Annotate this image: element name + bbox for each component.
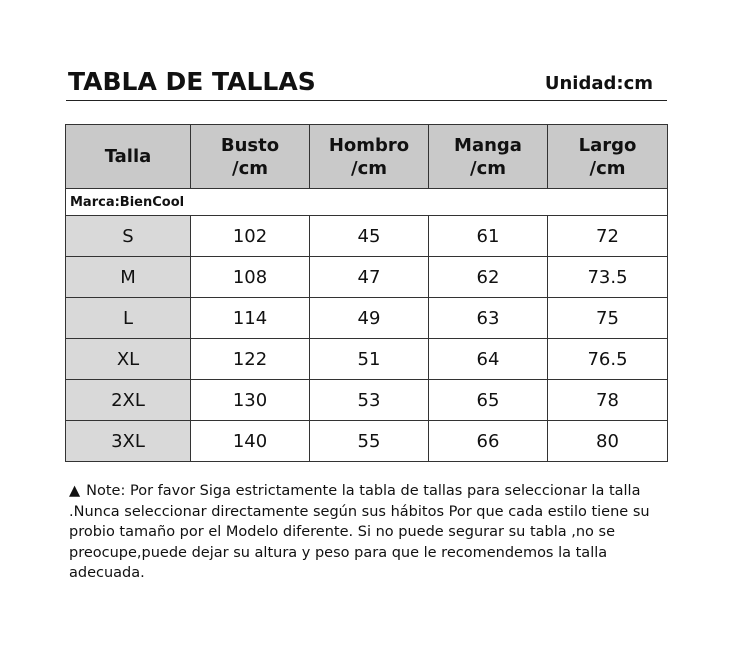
size-cell: 2XL [66,380,191,421]
busto-cell: 140 [191,421,310,462]
header-hombro-unit: /cm [351,157,387,179]
note-line-3: probio tamaño por el Modelo diferente. Si no puede segurar su tabla ,no se [69,524,615,540]
manga-cell: 62 [429,257,548,298]
size-cell: S [66,216,191,257]
header-talla [66,125,191,189]
header-busto [191,125,310,189]
size-cell: M [66,257,191,298]
largo-cell: 80 [548,421,668,462]
header-largo [548,125,668,189]
size-cell: XL [66,339,191,380]
title-divider [66,100,667,101]
largo-cell: 78 [548,380,668,421]
hombro-cell: 55 [310,421,429,462]
busto-cell: 130 [191,380,310,421]
largo-cell: 72 [548,216,668,257]
page-title: TABLA DE TALLAS [68,67,316,96]
header-largo-label: Largo [578,134,637,156]
header-manga [429,125,548,189]
size-cell: L [66,298,191,339]
manga-cell: 63 [429,298,548,339]
size-table [65,124,668,462]
hombro-cell: 49 [310,298,429,339]
manga-cell: 61 [429,216,548,257]
table-row [66,380,668,421]
hombro-cell: 47 [310,257,429,298]
largo-cell: 73.5 [548,257,668,298]
table-row [66,257,668,298]
brand-row [66,189,668,216]
busto-cell: 114 [191,298,310,339]
table-row [66,216,668,257]
table-row [66,298,668,339]
busto-cell: 122 [191,339,310,380]
note-line-1: Note: Por favor Siga estrictamente la tabla de tallas para seleccionar la talla [86,483,641,499]
table-header-row [66,125,668,189]
size-note [69,481,669,584]
header-largo-unit: /cm [589,157,626,179]
note-line-4: preocupe,puede dejar su altura y peso para que le recomendemos la talla [69,544,608,561]
unit-label: Unidad:cm [544,73,653,94]
manga-cell: 65 [429,380,548,421]
hombro-cell: 53 [310,380,429,421]
table-row [66,339,668,380]
header-hombro-label: Hombro [328,134,410,156]
note-line-5: adecuada. [69,565,145,581]
header-busto-label: Busto [220,134,280,156]
header-manga-label: Manga [454,134,522,156]
hombro-cell: 51 [310,339,429,380]
size-cell: 3XL [66,421,191,462]
note-line-2: .Nunca seleccionar directamente según sus hábitos Por que cada estilo tiene su [69,503,650,520]
hombro-cell: 45 [310,216,429,257]
manga-cell: 64 [429,339,548,380]
table-row [66,421,668,462]
largo-cell: 76.5 [548,339,668,380]
brand-label: Marca:BienCool [66,189,668,216]
largo-cell: 75 [548,298,668,339]
header-hombro [310,125,429,189]
header-talla-label: Talla [104,146,152,167]
busto-cell: 102 [191,216,310,257]
header-busto-unit: /cm [232,157,268,179]
header-manga-unit: /cm [470,157,506,179]
busto-cell: 108 [191,257,310,298]
manga-cell: 66 [429,421,548,462]
warning-triangle-icon: ▲ [69,483,81,499]
